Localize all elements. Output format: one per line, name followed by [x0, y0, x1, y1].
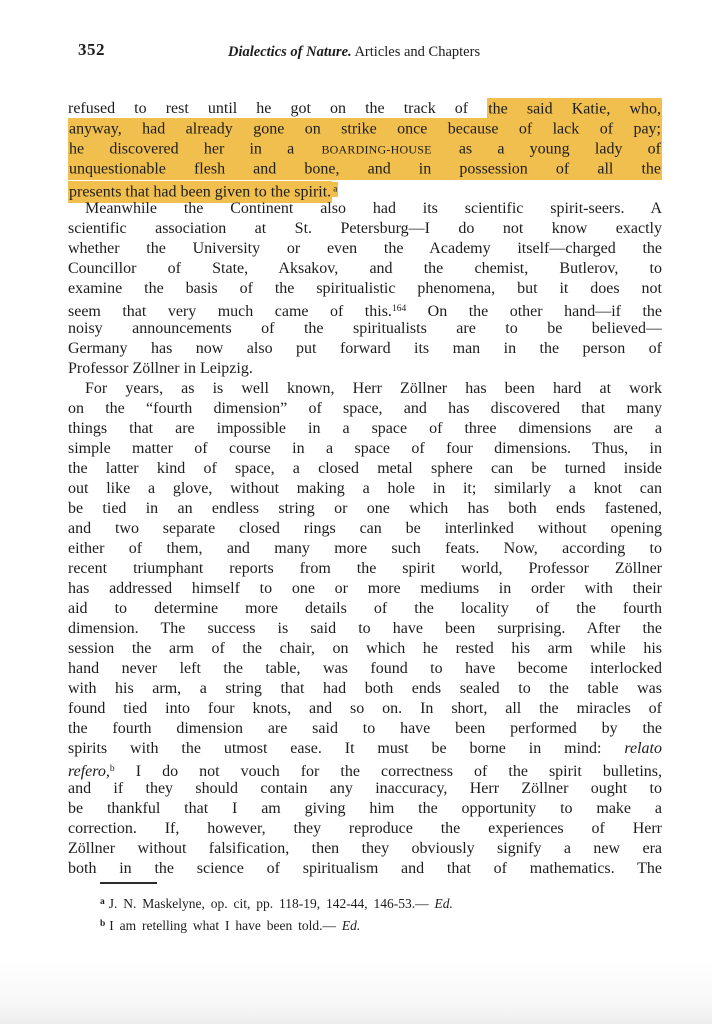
text-run: I do not vouch for the correctness of the spirit bulletins, [114, 763, 662, 780]
text-run: Zöllner without falsification, then they obviously signify a new era [68, 840, 662, 857]
text-line [68, 99, 662, 119]
highlighted-text: BOARDING-HOUSE [320, 140, 432, 159]
text-run: refused to rest until he got on the track of [68, 100, 488, 117]
paragraph [68, 99, 662, 199]
text-run: dimension. The success is said to have been surprising. After the [68, 620, 662, 637]
text-run: and two separate closed rings can be interlinked without opening [68, 520, 662, 537]
text-run: the fourth dimension are said to have been performed by the [68, 720, 662, 737]
text-run: whether the University or even the Academy itself—charged the [68, 240, 662, 257]
text-run: spirits with the utmost ease. It must be borne in mind: [68, 740, 625, 757]
text-line [68, 859, 662, 879]
text-run: the latter kind of space, a closed metal sphere can be turned inside [68, 460, 662, 477]
text-line [68, 539, 662, 559]
footnote-marker: a [100, 896, 105, 907]
text-column [68, 99, 662, 879]
text-run: relato [624, 740, 662, 757]
text-run: refero, [68, 763, 110, 780]
running-title-book: Dialectics of Nature. [228, 44, 352, 60]
text-line [68, 779, 662, 799]
text-line [68, 419, 662, 439]
highlighted-text: unquestionable flesh and bone, and in possession of all the [68, 158, 662, 180]
text-line [68, 499, 662, 519]
text-line [68, 479, 662, 499]
footnote [100, 892, 575, 914]
text-line [68, 459, 662, 479]
running-title [228, 44, 480, 61]
page-edge-shadow [0, 960, 712, 1024]
text-line [68, 399, 662, 419]
text-line [68, 239, 662, 259]
text-run: be thankful that I am giving him the opportunity to make a [68, 800, 662, 817]
text-run: out like a glove, without making a hole in it; similarly a knot can [68, 480, 662, 497]
text-line [68, 139, 662, 159]
text-line [68, 439, 662, 459]
footnote-marker: b [100, 918, 106, 929]
text-line [68, 619, 662, 639]
text-run: Meanwhile the Continent also had its scientific spirit-seers. A [85, 200, 662, 217]
paragraph [68, 379, 662, 879]
text-run: with his arm, a string that had both ends sealed to the table was [68, 680, 662, 697]
text-line [68, 159, 662, 179]
text-run: Germany has now also put forward its man in the person of [68, 340, 662, 357]
text-line [68, 839, 662, 859]
highlighted-text: presents that had been given to the spirit. [68, 181, 332, 203]
text-line [68, 379, 662, 399]
text-run: and if they should contain any inaccuracy, Herr Zöllner ought to [68, 780, 662, 797]
text-line [68, 559, 662, 579]
footnote-text: I am retelling what I have been told.— [109, 917, 342, 933]
footnote-text: J. N. Maskelyne, op. cit, pp. 118-19, 142-44, 146-53.— [108, 895, 435, 911]
text-line [68, 299, 662, 319]
text-run: Professor Zöllner in Leipzig. [68, 360, 253, 377]
footnote-editor-label: Ed. [341, 917, 361, 933]
text-run: found tied into four knots, and so on. In short, all the miracles of [68, 700, 662, 717]
text-line [68, 659, 662, 679]
text-run: correction. If, however, they reproduce the experiences of Herr [68, 820, 662, 837]
text-run: scientific association at St. Petersburg—I do not know exactly [68, 220, 662, 237]
text-run: be tied in an endless string or one which has both ends fastened, [68, 500, 662, 517]
text-line [68, 699, 662, 719]
text-line [68, 759, 662, 779]
text-run: on the “fourth dimension” of space, and has discovered that many [68, 400, 662, 417]
text-line [68, 259, 662, 279]
superscript-reference: b [109, 764, 115, 774]
text-line [68, 719, 662, 739]
text-run: aid to determine more details of the locality of the fourth [68, 600, 662, 617]
superscript-reference: a [332, 182, 338, 197]
footnote-editor-label: Ed. [434, 895, 453, 911]
text-line [68, 279, 662, 299]
running-title-section: Articles and Chapters [351, 44, 481, 60]
text-line [68, 819, 662, 839]
text-line [68, 599, 662, 619]
text-run: simple matter of course in a space of four dimensions. Thus, in [68, 440, 662, 457]
text-line [68, 119, 662, 139]
paragraph [68, 199, 662, 379]
text-line [68, 319, 662, 339]
text-line [68, 339, 662, 359]
text-line [68, 579, 662, 599]
text-line [68, 199, 662, 219]
text-run: either of them, and many more such feats. Now, according to [68, 540, 662, 557]
text-line [68, 359, 662, 379]
highlighted-text: anyway, had already gone on strike once because of lack of pay; [68, 118, 662, 140]
text-run: examine the basis of the spiritualistic phenomena, but it does not [68, 280, 662, 297]
text-run: recent triumphant reports from the spirit world, Professor Zöllner [68, 560, 662, 577]
text-run: For years, as is well known, Herr Zöllner has been hard at work [85, 380, 662, 397]
text-line [68, 739, 662, 759]
text-line [68, 519, 662, 539]
footnote [100, 914, 575, 936]
footnote-rule [100, 882, 157, 884]
text-run: has addressed himself to one or more mediums in order with their [68, 580, 662, 597]
text-run: noisy announcements of the spiritualists are to be believed— [68, 320, 662, 337]
text-run: things that are impossible in a space of three dimensions are a [68, 420, 662, 437]
page-number: 352 [78, 40, 105, 59]
text-run: session the arm of the chair, on which he rested his arm while his [68, 640, 662, 657]
text-line [68, 639, 662, 659]
footnotes [100, 882, 575, 936]
superscript-reference: 164 [391, 304, 407, 314]
text-run: seem that very much came of this. [68, 303, 392, 320]
text-line [68, 679, 662, 699]
highlighted-text: he discovered her in a [68, 138, 320, 160]
text-run: both in the science of spiritualism and that of mathematics. The [68, 860, 662, 877]
text-run: On the other hand—if the [406, 303, 662, 320]
text-run: hand never left the table, was found to have become interlocked [68, 660, 662, 677]
text-line [68, 799, 662, 819]
text-line [68, 219, 662, 239]
highlighted-text: as a young lady of [433, 138, 662, 160]
text-run: Councillor of State, Aksakov, and the chemist, Butlerov, to [68, 260, 662, 277]
text-line [68, 179, 662, 199]
highlighted-text: the said Katie, who, [487, 98, 662, 120]
